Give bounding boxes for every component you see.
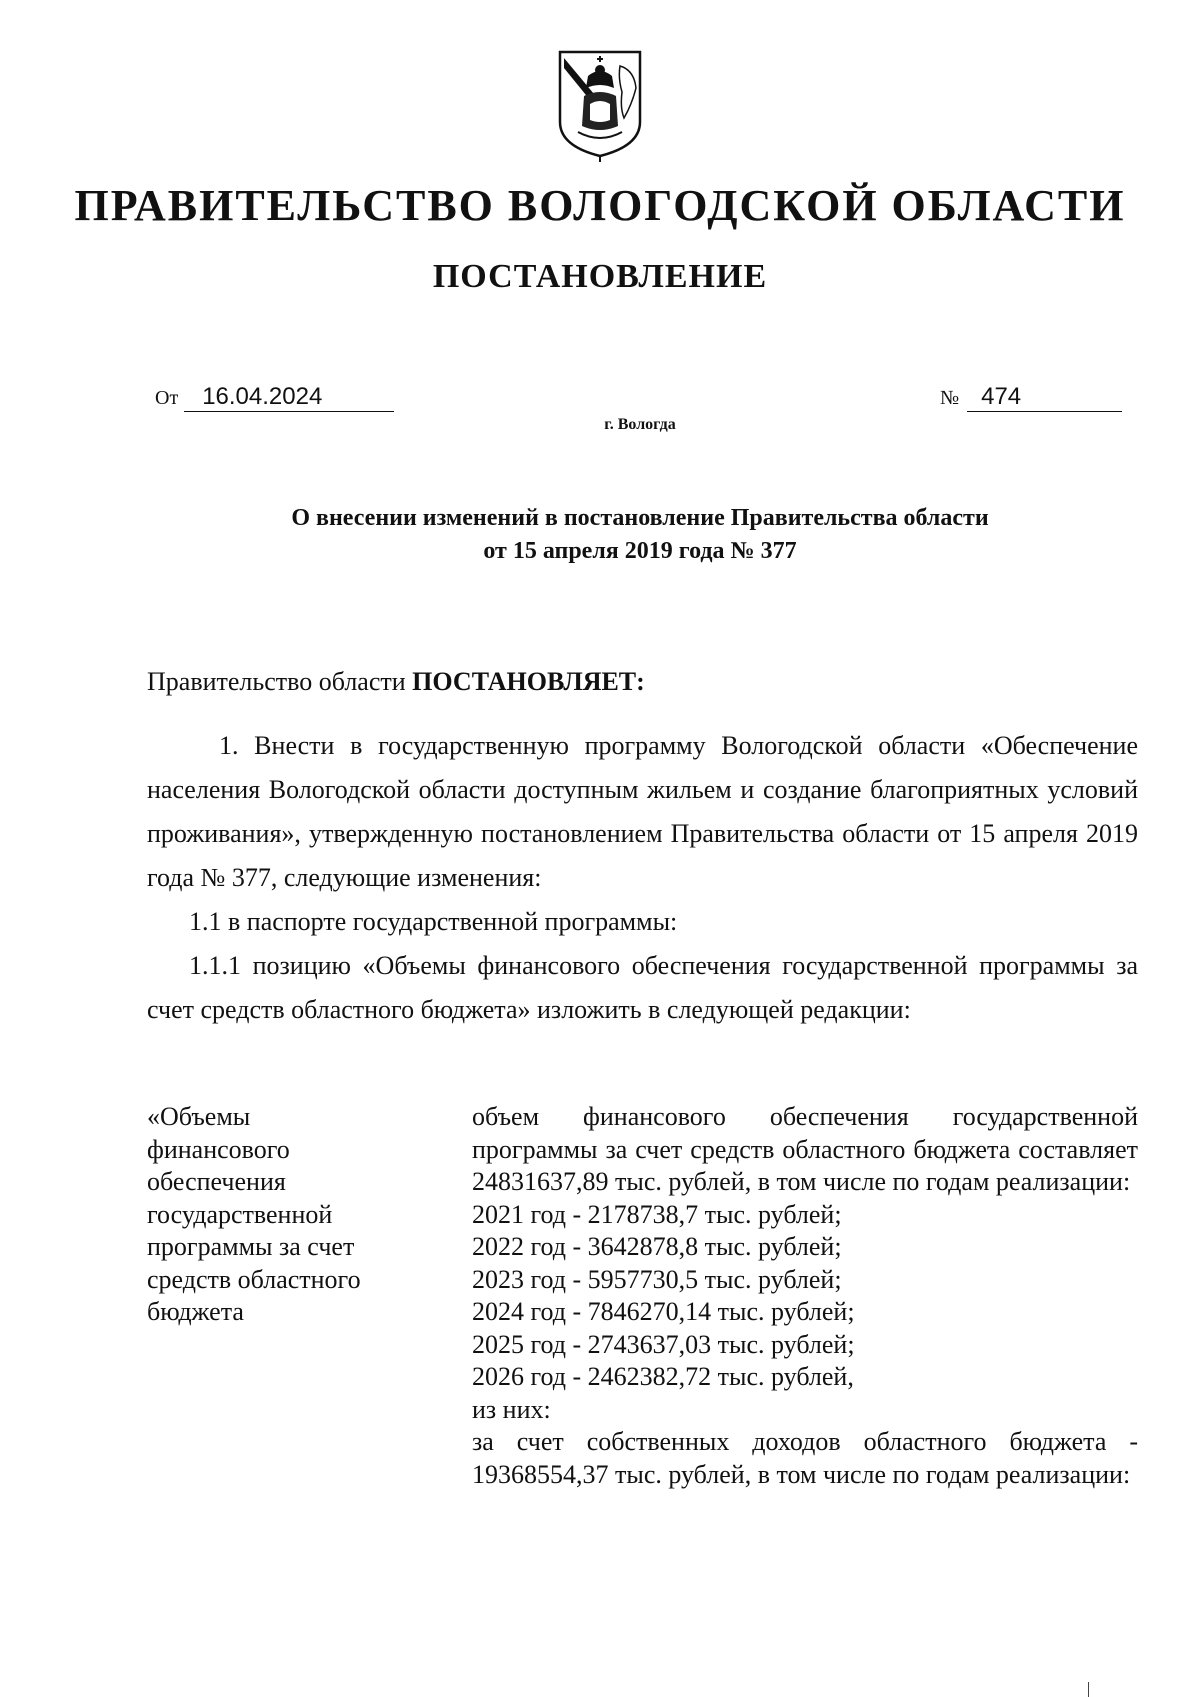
passport-own-income: за счет собственных доходов областного бюджета - 19368554,37 тыс. рублей, в том числе по годам реализации: xyxy=(472,1427,1138,1489)
paragraph-item-1-1: 1.1 в паспорте государственной программы: xyxy=(189,907,678,936)
date-value: 16.04.2024 xyxy=(184,383,394,412)
page-edge-mark xyxy=(1088,1682,1090,1697)
paragraph-item-1: 1. Внести в государственную программу Вологодской области «Обеспечение населения Вологодской области доступным жильем и создание благоприятных условий проживания», утвержденную постановлением Правительства области от 15 апреля 2019 года № 377, следующие изменения: xyxy=(147,731,1138,892)
document-type-title: ПОСТАНОВЛЕНИЕ xyxy=(432,258,768,295)
passport-label-line: программы за счет xyxy=(147,1232,355,1261)
passport-label-line: обеспечения xyxy=(147,1167,286,1196)
passport-of-them: из них: xyxy=(472,1394,551,1424)
lead-text: Правительство области xyxy=(147,667,413,696)
government-title: ПРАВИТЕЛЬСТВО ВОЛОГОДСКОЙ ОБЛАСТИ xyxy=(74,181,1126,230)
date-field xyxy=(155,383,394,412)
passport-label-line: государственной xyxy=(147,1199,333,1229)
date-label: От xyxy=(155,387,179,409)
city-label: г. Вологда xyxy=(604,416,676,433)
paragraph-item-1-1-1: 1.1.1 позицию «Объемы финансового обеспечения государственной программы за счет средств областного бюджета» изложить в следующей редакции: xyxy=(147,951,1138,1024)
passport-year-row: 2024 год - 7846270,14 тыс. рублей; xyxy=(472,1297,855,1326)
passport-label-line: «Объемы xyxy=(147,1102,251,1131)
passport-label-line: бюджета xyxy=(147,1297,244,1326)
number-field xyxy=(940,383,1122,412)
passport-label-line: финансового xyxy=(147,1134,290,1164)
passport-year-row: 2025 год - 2743637,03 тыс. рублей; xyxy=(472,1329,855,1359)
passport-year-row: 2021 год - 2178738,7 тыс. рублей; xyxy=(472,1199,842,1229)
decree-lead xyxy=(147,660,1138,704)
subject-line-2: от 15 апреля 2019 года № 377 xyxy=(483,538,797,564)
number-value: 474 xyxy=(967,383,1122,412)
subject-title xyxy=(150,502,1130,568)
passport-year-row: 2026 год - 2462382,72 тыс. рублей, xyxy=(472,1362,854,1391)
passport-year-row: 2023 год - 5957730,5 тыс. рублей; xyxy=(472,1264,842,1294)
passport-intro: объем финансового обеспечения государственной программы за счет средств областного бюджета составляет 24831637,89 тыс. рублей, в том числе по годам реализации: xyxy=(472,1102,1138,1196)
passport-label-cell xyxy=(147,1101,407,1329)
passport-label-line: средств областного xyxy=(147,1264,361,1294)
number-label: № xyxy=(940,387,960,409)
lead-bold: ПОСТАНОВЛЯЕТ: xyxy=(412,667,645,696)
subject-line-1: О внесении изменений в постановление Правительства области xyxy=(291,505,989,531)
coat-of-arms-emblem xyxy=(554,48,646,164)
passport-year-row: 2022 год - 3642878,8 тыс. рублей; xyxy=(472,1232,842,1261)
passport-value-cell xyxy=(472,1101,1138,1491)
